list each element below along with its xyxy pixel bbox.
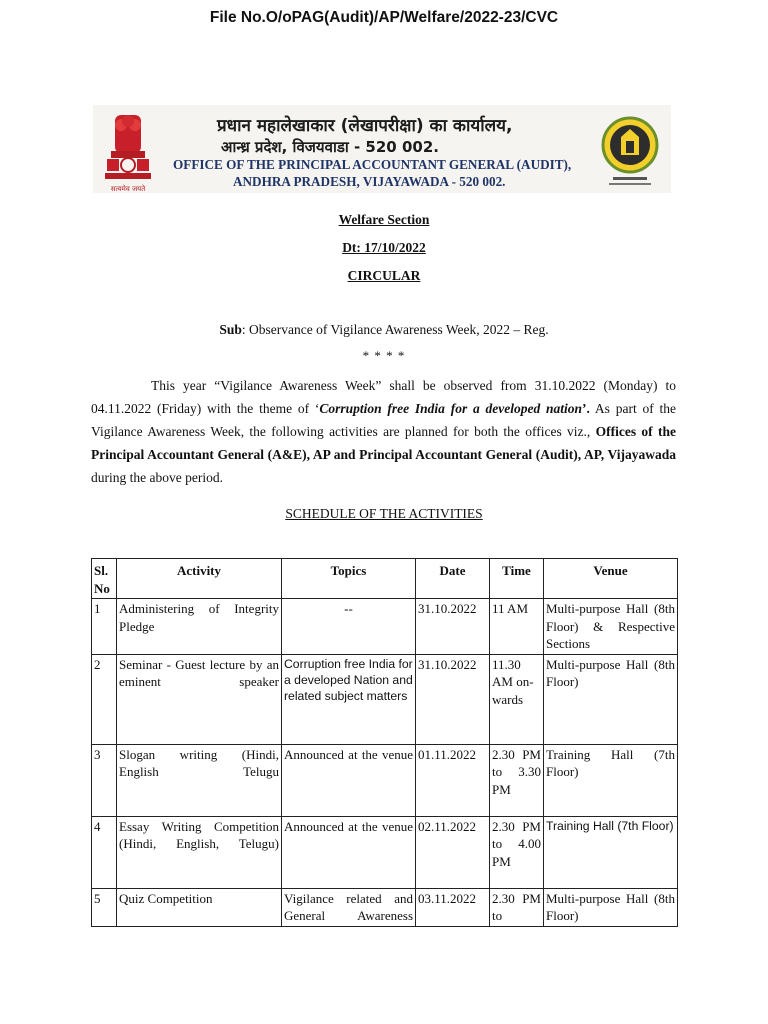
cell-date: 03.11.2022 bbox=[416, 888, 490, 926]
cell-date: 01.11.2022 bbox=[416, 744, 490, 816]
cell-date: 31.10.2022 bbox=[416, 654, 490, 744]
theme-text: Corruption free India for a developed nation bbox=[319, 401, 583, 416]
table-row bbox=[92, 888, 678, 926]
table-row bbox=[92, 599, 678, 655]
circular-date: Dt: 17/10/2022 bbox=[342, 240, 426, 255]
cell-date: 02.11.2022 bbox=[416, 816, 490, 888]
cell-venue: Multi-purpose Hall (8th Floor) & Respective Sections bbox=[544, 599, 678, 655]
cell-venue: Multi-purpose Hall (8th Floor) bbox=[544, 888, 678, 926]
emblem-caption: सत्यमेव जयते bbox=[110, 185, 146, 193]
file-number: File No.O/oPAG(Audit)/AP/Welfare/2022-23/CVC bbox=[209, 9, 559, 26]
letterhead-english-line1: OFFICE OF THE PRINCIPAL ACCOUNTANT GENERAL (AUDIT), bbox=[173, 157, 572, 172]
table-header-row bbox=[92, 559, 678, 599]
cell-topics: Corruption free India for a developed Nation and related subject matters bbox=[282, 654, 416, 744]
header-activity: Activity bbox=[117, 559, 282, 599]
offices-text: Offices of the Principal Accountant General (A&E), AP and Principal Accountant General (Audit), AP, Vijayawada bbox=[91, 424, 676, 462]
document-type: CIRCULAR bbox=[347, 268, 421, 283]
table-row bbox=[92, 744, 678, 816]
cell-time: 11.30 AM on-wards bbox=[490, 654, 544, 744]
schedule-table bbox=[91, 558, 678, 927]
header-sl-no: Sl. No bbox=[92, 559, 117, 599]
section-heading: Welfare Section bbox=[338, 212, 430, 227]
letterhead-english-line2: ANDHRA PRADESH, VIJAYAWADA - 520 002. bbox=[233, 174, 506, 189]
cell-sl: 5 bbox=[92, 888, 117, 926]
cell-time: 2.30 PM to 4.00 PM bbox=[490, 816, 544, 888]
cell-sl: 4 bbox=[92, 816, 117, 888]
national-emblem-icon bbox=[99, 109, 157, 193]
cell-topics: Vigilance related and General Awareness bbox=[282, 888, 416, 926]
letterhead-hindi-line2: आन्ध्र प्रदेश, विजयवाडा - 520 002. bbox=[221, 138, 439, 156]
cell-venue: Training Hall (7th Floor) bbox=[544, 744, 678, 816]
separator: * * * * bbox=[362, 348, 406, 363]
cell-date: 31.10.2022 bbox=[416, 599, 490, 655]
header-venue: Venue bbox=[544, 559, 678, 599]
header-date: Date bbox=[416, 559, 490, 599]
cell-activity: Essay Writing Competition (Hindi, English, Telugu) bbox=[117, 816, 282, 888]
body-paragraph: This year “Vigilance Awareness Week” shall be observed from 31.10.2022 (Monday) to 04.11.2022 (Friday) with the theme of ‘Corruption free India for a developed nation’. As part of the Vigilance Awareness Week, the following activities are planned for both the offices viz., Offices of the Principal Accountant General (A&E), AP and Principal Accountant General (Audit), AP, Vijayawada during the above period. bbox=[91, 378, 676, 485]
cell-venue: Training Hall (7th Floor) bbox=[544, 816, 678, 888]
cell-time: 2.30 PM to bbox=[490, 888, 544, 926]
letterhead-hindi-line1: प्रधान महालेखाकार (लेखापरीक्षा) का कार्यालय, bbox=[217, 116, 513, 136]
cell-sl: 3 bbox=[92, 744, 117, 816]
letterhead-banner bbox=[93, 105, 671, 193]
cell-time: 2.30 PM to 3.30 PM bbox=[490, 744, 544, 816]
cell-activity: Quiz Competition bbox=[117, 888, 282, 926]
cell-sl: 2 bbox=[92, 654, 117, 744]
cell-topics: Announced at the venue bbox=[282, 816, 416, 888]
subject-text: : Observance of Vigilance Awareness Week, 2022 – Reg. bbox=[241, 322, 549, 337]
cell-time: 11 AM bbox=[490, 599, 544, 655]
cell-activity: Administering of Integrity Pledge bbox=[117, 599, 282, 655]
cell-topics: Announced at the venue bbox=[282, 744, 416, 816]
cell-topics: -- bbox=[282, 599, 416, 655]
cag-logo-icon bbox=[599, 111, 661, 189]
subject-label: Sub bbox=[219, 322, 242, 337]
table-row bbox=[92, 654, 678, 744]
cell-activity: Slogan writing (Hindi, English Telugu bbox=[117, 744, 282, 816]
header-time: Time bbox=[490, 559, 544, 599]
schedule-title: SCHEDULE OF THE ACTIVITIES bbox=[285, 506, 483, 521]
cell-venue: Multi-purpose Hall (8th Floor) bbox=[544, 654, 678, 744]
table-row bbox=[92, 816, 678, 888]
cell-activity: Seminar - Guest lecture by an eminent speaker bbox=[117, 654, 282, 744]
cell-sl: 1 bbox=[92, 599, 117, 655]
header-topics: Topics bbox=[282, 559, 416, 599]
subject-line bbox=[0, 322, 768, 338]
